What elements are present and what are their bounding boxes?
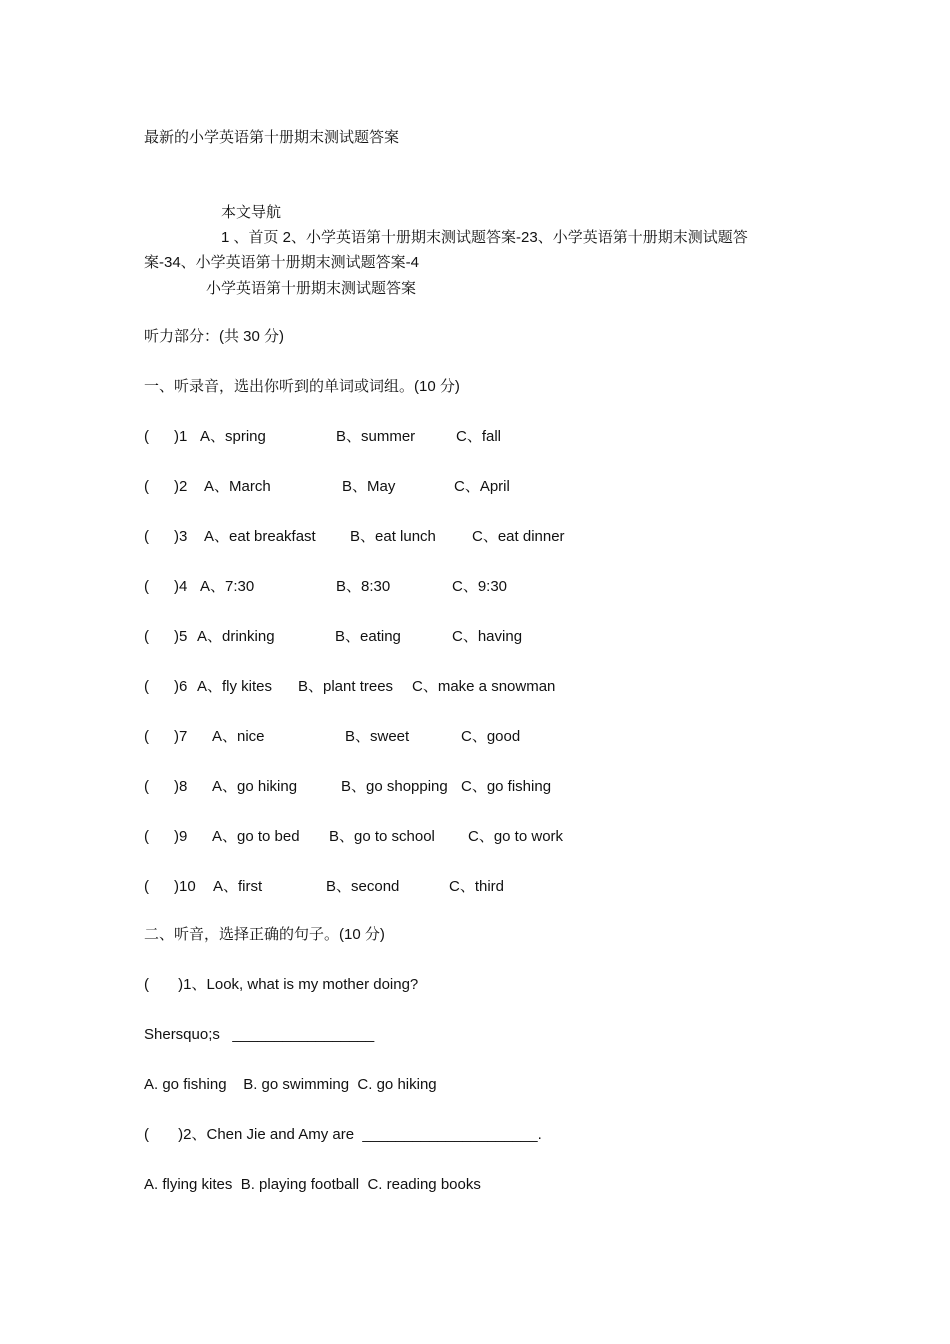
option-a: A、first — [213, 878, 263, 895]
option-a: A、7:30 — [200, 578, 255, 595]
option-a: A、March — [204, 478, 271, 495]
answer-bracket: ( — [144, 478, 149, 495]
nav-line-2: 案-34、小学英语第十册期末测试题答案-4 — [144, 254, 420, 271]
option-c: C、good — [461, 728, 521, 745]
option-a: A、go hiking — [212, 778, 298, 795]
answer-bracket: ( — [144, 678, 149, 695]
section-2-question-2: ( )2、Chen Jie and Amy are _____________________. — [144, 1126, 542, 1143]
option-b: B、plant trees — [298, 678, 394, 695]
answer-bracket: ( — [144, 778, 149, 795]
answer-bracket: ( — [144, 578, 149, 595]
option-c: C、having — [452, 628, 523, 645]
document-title: 最新的小学英语第十册期末测试题答案 — [144, 129, 400, 146]
option-c: C、fall — [456, 428, 502, 445]
section-2-options-1: A. go fishing B. go swimming C. go hiking — [144, 1076, 437, 1093]
option-c: C、eat dinner — [472, 528, 565, 545]
answer-bracket: ( — [144, 628, 149, 645]
option-b: B、go shopping — [341, 778, 448, 795]
option-b: B、go to school — [329, 828, 435, 845]
question-number: )6 — [174, 678, 188, 695]
nav-subtitle: 小学英语第十册期末测试题答案 — [206, 280, 417, 297]
option-b: B、8:30 — [336, 578, 391, 595]
option-c: C、make a snowman — [412, 678, 556, 695]
question-number: )7 — [174, 728, 188, 745]
option-b: B、eat lunch — [350, 528, 436, 545]
nav-heading: 本文导航 — [221, 204, 282, 221]
question-number: )2 — [174, 478, 188, 495]
answer-bracket: ( — [144, 878, 149, 895]
listening-heading: 听力部分：(共 30 分) — [144, 328, 285, 345]
option-a: A、nice — [212, 728, 265, 745]
section-2-answer-blank-1: Shersquo;s _________________ — [144, 1026, 375, 1043]
option-b: B、summer — [336, 428, 416, 445]
option-c: C、go fishing — [461, 778, 552, 795]
option-c: C、9:30 — [452, 578, 508, 595]
option-a: A、fly kites — [197, 678, 273, 695]
section-2-options-2: A. flying kites B. playing football C. reading books — [144, 1176, 481, 1193]
option-a: A、spring — [200, 428, 266, 445]
answer-bracket: ( — [144, 828, 149, 845]
answer-bracket: ( — [144, 528, 149, 545]
question-number: )4 — [174, 578, 188, 595]
question-number: )1 — [174, 428, 188, 445]
option-b: B、second — [326, 878, 400, 895]
nav-line-1: 1 、首页 2、小学英语第十册期末测试题答案-23、小学英语第十册期末测试题答 — [221, 229, 748, 246]
answer-bracket: ( — [144, 428, 149, 445]
option-c: C、go to work — [468, 828, 564, 845]
section-2-heading: 二、听音，选择正确的句子。(10 分) — [144, 926, 385, 943]
option-c: C、third — [449, 878, 505, 895]
question-number: )9 — [174, 828, 188, 845]
option-b: B、May — [342, 478, 396, 495]
answer-bracket: ( — [144, 728, 149, 745]
option-b: B、eating — [335, 628, 401, 645]
option-a: A、eat breakfast — [204, 528, 316, 545]
option-a: A、go to bed — [212, 828, 300, 845]
option-b: B、sweet — [345, 728, 410, 745]
question-number: )3 — [174, 528, 188, 545]
section-1-heading: 一、听录音，选出你听到的单词或词组。(10 分) — [144, 378, 460, 395]
option-a: A、drinking — [197, 628, 275, 645]
section-2-question-1: ( )1、Look, what is my mother doing? — [144, 976, 419, 993]
question-number: )10 — [174, 878, 196, 895]
question-number: )8 — [174, 778, 188, 795]
option-c: C、April — [454, 478, 510, 495]
question-number: )5 — [174, 628, 188, 645]
